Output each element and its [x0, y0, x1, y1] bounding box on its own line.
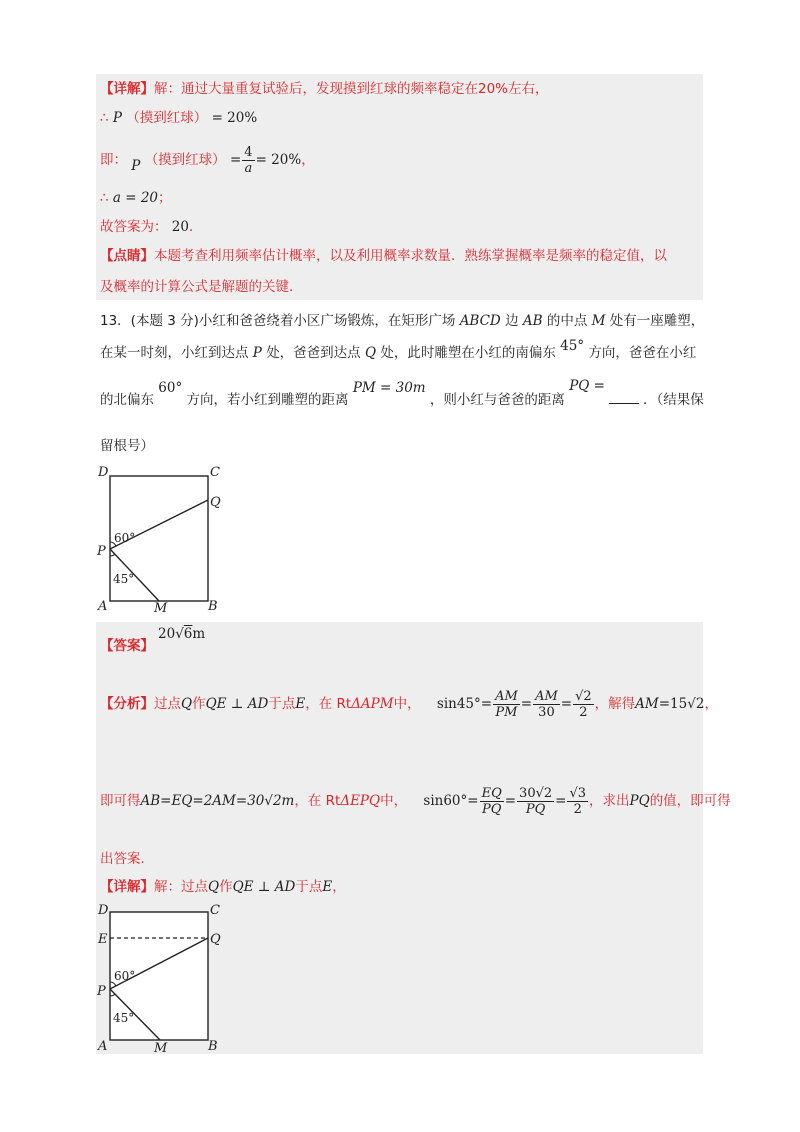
detail-line-2: ∴ P （摸到红球） = 20% — [100, 110, 258, 126]
angle-label-60: 60° — [114, 969, 136, 983]
label-d: D — [98, 465, 109, 480]
angle-label-45: 45° — [113, 1011, 135, 1025]
label-a: A — [98, 1039, 108, 1054]
analysis-tag: 【分析】 — [100, 696, 154, 712]
label-q: Q — [210, 932, 221, 947]
question-line-2: 在某一时刻，小红到达点 P 处，爸爸到达点 Q 处，此时雕塑在小红的南偏东 45° 方向，爸爸在小红 — [100, 338, 697, 361]
question-line-3: 的北偏东 60° 方向，若小红到雕塑的距离 PM = 30m ，则小红与爸爸的距离 PQ =．（结果保 — [100, 378, 704, 408]
fraction-4-over-a: $\frac{4}{a}$ — [244, 144, 253, 176]
label-c: C — [210, 903, 220, 918]
answer-value: 20√6m — [158, 626, 206, 642]
angle-label-45: 45° — [113, 572, 135, 586]
detail-line-3: 即： P （摸到红球） = $\frac{4}{a}$ = 20%， — [100, 144, 315, 176]
label-d: D — [98, 903, 109, 918]
answer-tag: 【答案】 — [100, 638, 154, 654]
label-a: A — [98, 599, 108, 614]
detail-line-1: 【详解】解：通过大量重复试验后，发现摸到红球的频率稳定在20%左右， — [100, 81, 549, 97]
label-c: C — [210, 465, 220, 480]
question-line-1: 13．(本题 3 分)小红和爸爸绕着小区广场锻炼，在矩形广场 ABCD 边 AB 的中点 M 处有一座雕塑， — [100, 313, 705, 329]
comment-line-1: 【点睛】本题考查利用频率估计概率，以及利用概率求数量．熟练掌握概率是频率的稳定值，以 — [100, 248, 667, 264]
figure-2-rectangle-diagram — [96, 900, 226, 1056]
analysis-line-2: 即可得AB=EQ=2AM=30√2m，在 RtΔEPQ中， sin60°= $\frac{EQ}{PQ}$ = $\frac{30√2}{PQ}$ = $\frac{√3}{2}$ ，求出PQ的值，即可得 — [100, 779, 731, 823]
label-q: Q — [210, 495, 221, 510]
label-m: M — [154, 1041, 168, 1056]
label-m: M — [154, 601, 168, 614]
analysis-line-1: 【分析】过点Q作QE ⊥ AD于点E，在 RtΔAPM中， sin45°= $\frac{AM}{PM}$ = $\frac{AM}{30}$ = $\frac{√2}{2}$ ，解得AM=15√2， — [100, 682, 718, 726]
comment-line-2: 及概率的计算公式是解题的关键． — [100, 279, 303, 295]
comment-tag: 【点睛】 — [100, 248, 154, 264]
sin60-equation: sin60°= $\frac{EQ}{PQ}$ = $\frac{30√2}{PQ}$ = $\frac{√3}{2}$ — [423, 785, 587, 817]
angle-arc-45 — [110, 554, 115, 556]
detail2-line: 【详解】解：过点Q作QE ⊥ AD于点E， — [100, 879, 346, 895]
label-p: P — [97, 984, 106, 999]
detail-tag: 【详解】 — [100, 81, 154, 97]
answer-blank — [609, 403, 639, 404]
label-p: P — [97, 544, 106, 559]
label-e: E — [98, 932, 108, 947]
label-b: B — [208, 599, 218, 614]
detail-line-5: 故答案为： 20． — [100, 219, 203, 235]
detail-line-4: ∴ a = 20； — [100, 190, 172, 206]
angle-label-60: 60° — [114, 531, 136, 545]
analysis-line-3: 出答案． — [100, 851, 154, 867]
answer-line — [100, 636, 154, 656]
figure-1-rectangle-diagram — [96, 462, 226, 614]
sin45-equation: sin45°= $\frac{AM}{PM}$ = $\frac{AM}{30}$ = $\frac{√2}{2}$ — [436, 688, 592, 720]
question-line-4: 留根号） — [100, 438, 154, 454]
label-b: B — [208, 1039, 218, 1054]
detail2-tag: 【详解】 — [100, 879, 154, 895]
